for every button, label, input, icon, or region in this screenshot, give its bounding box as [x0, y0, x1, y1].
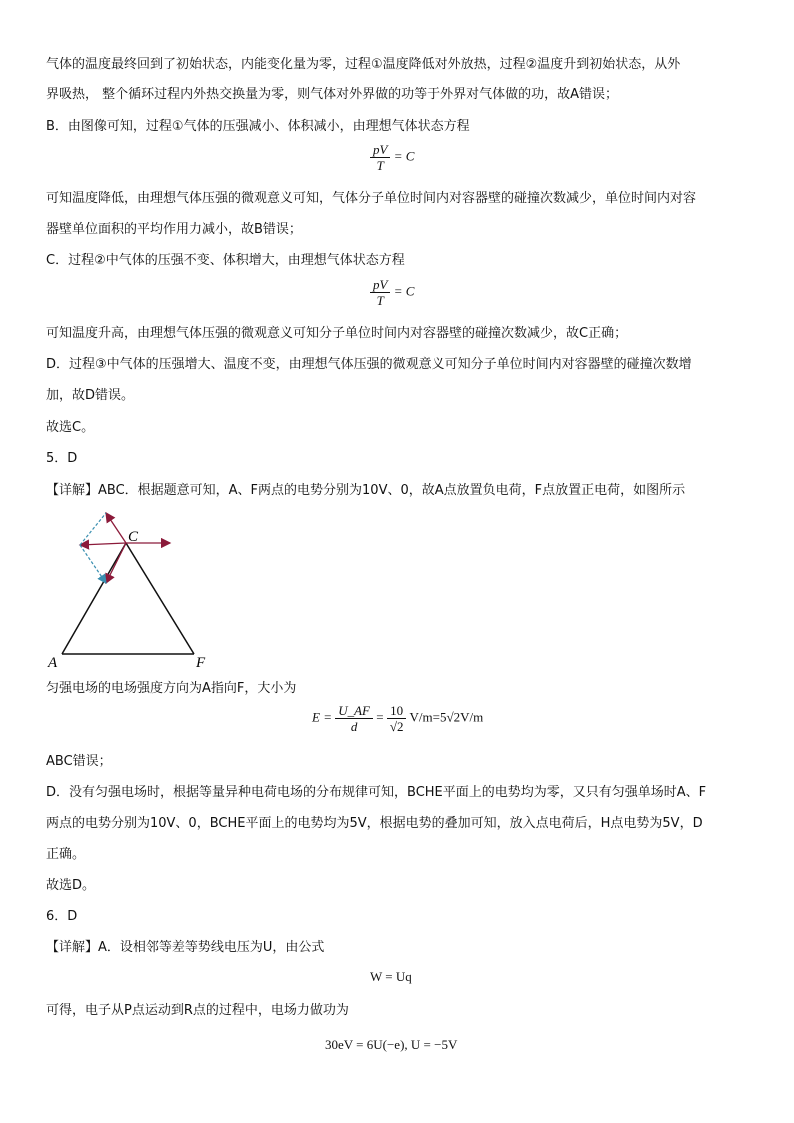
label-a: A	[48, 655, 58, 671]
field-arrow-down-left	[106, 543, 126, 583]
text-line-19: 6．D	[46, 909, 78, 924]
text-line-18: 故选D。	[46, 878, 96, 893]
dashed-line-lower	[80, 545, 106, 583]
formula-gas-law-1: $\frac{pV}{T}$ = C	[370, 142, 414, 173]
text-line-8: D．过程③中气体的压强增大、温度不变，由理想气体压强的微观意义可知分子单位时间内对容器壁的碰撞次数增	[46, 357, 692, 372]
text-line-1: 气体的温度最终回到了初始状态，内能变化量为零，过程①温度降低对外放热，过程②温度升到初始状态，从外	[46, 57, 681, 72]
text-line-11: 5．D	[46, 451, 78, 466]
text-line-21: 可得，电子从P点运动到R点的过程中，电场力做功为	[46, 1003, 349, 1018]
field-arrow-up-left	[106, 513, 126, 543]
text-line-17: 正确。	[46, 847, 86, 862]
formula-field-strength: E = $\frac{U\_AF}{d}$ = $\frac{10}{√2}$ V/m=5√2V/m	[312, 703, 484, 734]
text-line-5: 器壁单位面积的平均作用力减小，故B错误；	[46, 222, 302, 237]
text-line-16: 两点的电势分别为10V、0，BCHE平面上的电势均为5V，根据电势的叠加可知，放入点电荷后，H点电势为5V，D	[46, 816, 703, 831]
electric-field-diagram	[46, 505, 226, 675]
text-line-12: 【详解】ABC．根据题意可知，A、F两点的电势分别为10V、0，故A点放置负电荷，F点放置正电荷，如图所示	[46, 483, 686, 498]
field-arrow-left	[80, 543, 126, 545]
text-line-14: ABC错误；	[46, 754, 112, 769]
text-line-6: C．过程②中气体的压强不变、体积增大，由理想气体状态方程	[46, 253, 405, 268]
text-line-15: D．没有匀强电场时，根据等量异种电荷电场的分布规律可知，BCHE平面上的电势均为零，又只有匀强单场时A、F	[46, 785, 707, 800]
dashed-line-upper	[80, 513, 106, 545]
label-f: F	[196, 655, 206, 671]
label-c: C	[128, 529, 139, 545]
text-line-13: 匀强电场的电场强度方向为A指向F，大小为	[46, 681, 297, 696]
text-line-3: B．由图像可知，过程①气体的压强减小、体积减小，由理想气体状态方程	[46, 119, 470, 134]
text-line-2: 界吸热， 整个循环过程内外热交换量为零，则气体对外界做的功等于外界对气体做的功，故A错误；	[46, 87, 619, 102]
formula-energy: 30eV = 6U(−e), U = −5V	[325, 1037, 458, 1052]
formula-work: W = Uq	[370, 969, 412, 984]
triangle-side-ac	[62, 543, 126, 654]
text-line-10: 故选C。	[46, 420, 95, 435]
text-line-4: 可知温度降低，由理想气体压强的微观意义可知，气体分子单位时间内对容器壁的碰撞次数减少，单位时间内对容	[46, 191, 697, 206]
formula-gas-law-2: $\frac{pV}{T}$ = C	[370, 277, 414, 308]
text-line-7: 可知温度升高，由理想气体压强的微观意义可知分子单位时间内对容器壁的碰撞次数减少，故C正确；	[46, 326, 628, 341]
text-line-20: 【详解】A．设相邻等差等势线电压为U，由公式	[46, 940, 325, 955]
triangle-side-cf	[126, 543, 194, 654]
text-line-9: 加，故D错误。	[46, 388, 135, 403]
